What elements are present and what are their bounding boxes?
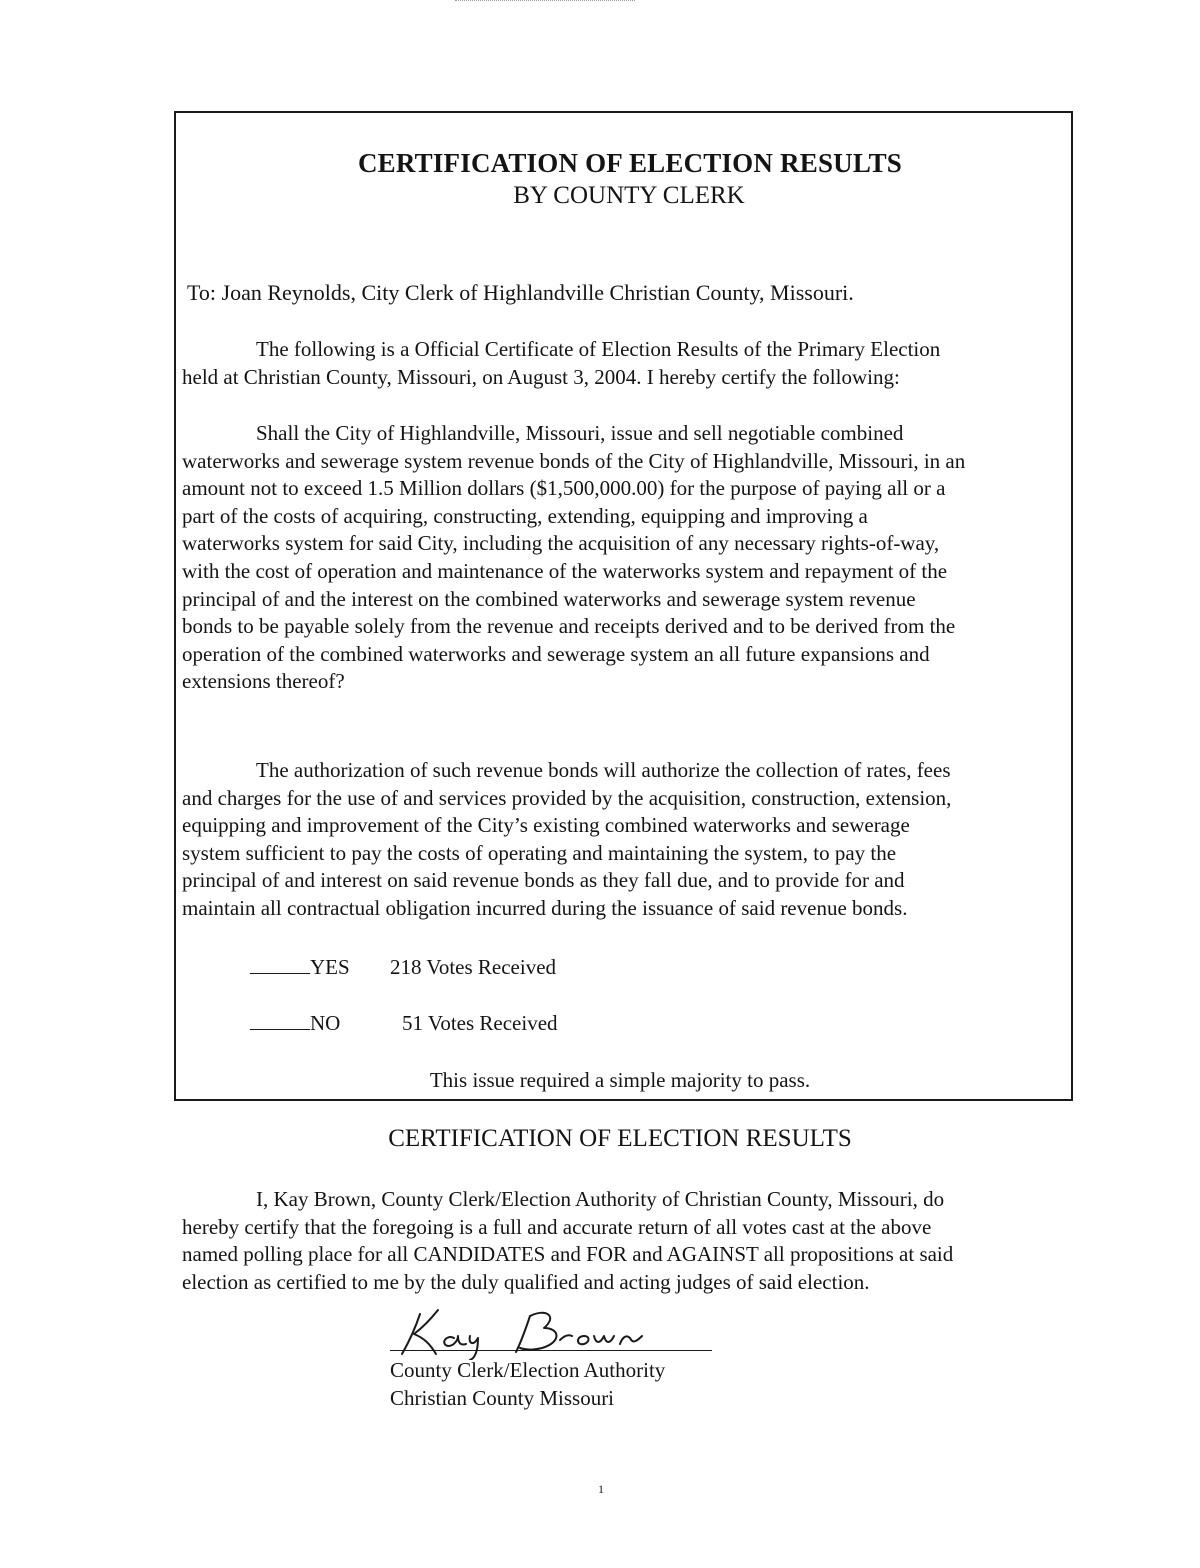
paragraph-line: with the cost of operation and maintenance of the waterworks system and repayment of the — [182, 558, 948, 583]
vote-no-label: NO — [310, 1011, 341, 1035]
paragraph-line: bonds to be payable solely from the revenue and receipts derived and to be derived from the — [182, 614, 956, 639]
paragraph-line: waterworks and sewerage system revenue bonds of the City of Highlandville, Missouri, in an — [182, 448, 966, 473]
paragraph-line: principal of and the interest on the combined waterworks and sewerage system revenue — [182, 586, 916, 611]
paragraph-line: maintain all contractual obligation incurred during the issuance of said revenue bonds. — [182, 895, 908, 920]
signature-line — [390, 1350, 712, 1351]
paragraph-line: equipping and improvement of the City’s existing combined waterworks and sewerage — [182, 813, 910, 838]
vote-no-blank — [250, 1009, 310, 1030]
paragraph-line: named polling place for all CANDIDATES and FOR and AGAINST all propositions at said — [182, 1242, 954, 1267]
paragraph-line: Shall the City of Highlandville, Missouri, issue and sell negotiable combined — [256, 421, 904, 445]
paragraph-line: extensions thereof? — [182, 669, 345, 694]
vote-no-row — [250, 1009, 558, 1036]
handwritten-signature — [380, 1300, 710, 1360]
vote-yes-count: 218 Votes Received — [390, 955, 557, 979]
paragraph-line: system sufficient to pay the costs of operating and maintaining the system, to pay the — [182, 840, 897, 865]
paragraph-line: amount not to exceed 1.5 Million dollars ($1,500,000.00) for the purpose of paying all or a — [182, 476, 946, 501]
majority-note: This issue required a simple majority to pass. — [429, 1068, 811, 1092]
addressee-line: To: Joan Reynolds, City Clerk of Highlandville Christian County, Missouri. — [187, 280, 854, 305]
paragraph-line: and charges for the use of and services provided by the acquisition, construction, extension, — [182, 785, 952, 810]
paragraph-line: I, Kay Brown, County Clerk/Election Authority of Christian County, Missouri, do — [256, 1187, 945, 1211]
paragraph-line: held at Christian County, Missouri, on August 3, 2004. I hereby certify the following: — [182, 364, 900, 389]
document-title: CERTIFICATION OF ELECTION RESULTS — [357, 148, 903, 178]
paragraph-line: operation of the combined waterworks and sewerage system an all future expansions and — [182, 641, 930, 666]
paragraph-line: part of the costs of acquiring, constructing, extending, equipping and improving a — [182, 503, 868, 528]
paragraph-line: The following is a Official Certificate of Election Results of the Primary Election — [256, 337, 941, 361]
signer-title: County Clerk/Election Authority — [390, 1358, 666, 1382]
certification-heading: CERTIFICATION OF ELECTION RESULTS — [388, 1125, 852, 1152]
signature-caption — [390, 1356, 665, 1412]
paragraph-line: hereby certify that the foregoing is a full and accurate return of all votes cast at the above — [182, 1214, 932, 1239]
paragraph-line: election as certified to me by the duly qualified and acting judges of said election. — [182, 1269, 870, 1294]
scan-artifact — [455, 0, 635, 4]
vote-yes-label: YES — [310, 955, 350, 979]
vote-no-count: 51 Votes Received — [402, 1011, 558, 1035]
paragraph-line: principal of and interest on said revenue bonds as they fall due, and to provide for and — [182, 868, 905, 893]
vote-yes-blank — [250, 953, 310, 974]
page-number: 1 — [598, 1482, 604, 1496]
paragraph-line: The authorization of such revenue bonds will authorize the collection of rates, fees — [256, 758, 951, 782]
intro-paragraph — [182, 336, 1062, 391]
vote-yes-row — [250, 953, 556, 980]
paragraph-line: waterworks system for said City, including the acquisition of any necessary rights-of-way, — [182, 531, 940, 556]
certification-paragraph — [182, 1186, 1062, 1296]
document-subtitle: BY COUNTY CLERK — [513, 182, 745, 209]
authorization-paragraph — [182, 757, 1062, 923]
signer-jurisdiction: Christian County Missouri — [390, 1386, 615, 1410]
ballot-question — [182, 420, 1062, 696]
